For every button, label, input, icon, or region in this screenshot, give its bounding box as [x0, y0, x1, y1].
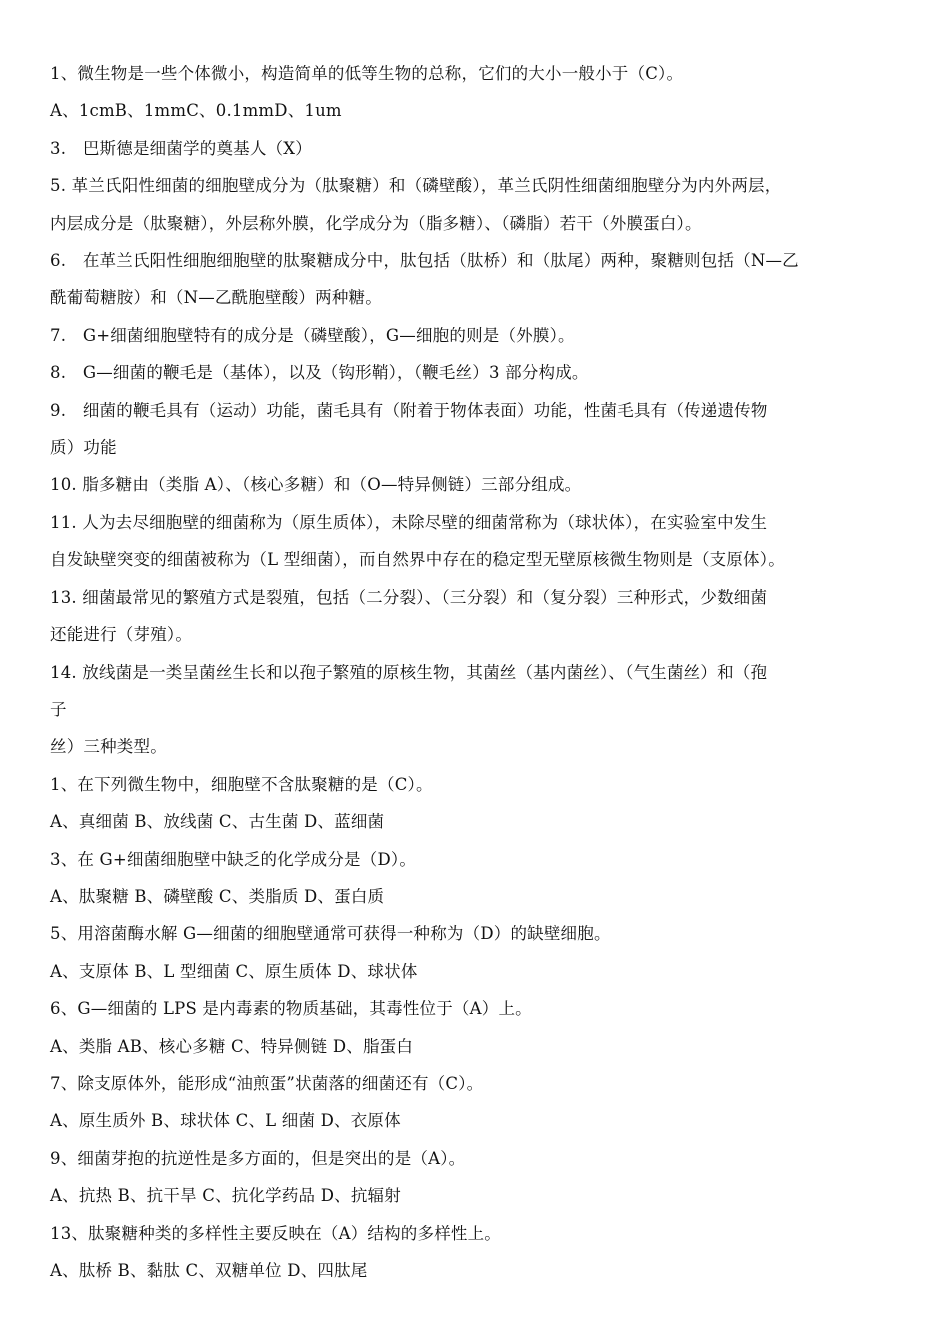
- mcq-6-options: A、类脂 AB、核心多糖 C、特异侧链 D、脂蛋白: [50, 1036, 414, 1056]
- mcq-3-options: A、肽聚糖 B、磷壁酸 C、类脂质 D、蛋白质: [50, 886, 385, 906]
- mcq-1-question: 1、在下列微生物中，细胞壁不含肽聚糖的是（C）。: [50, 774, 433, 794]
- mcq-1-options: A、真细菌 B、放线菌 C、古生菌 D、蓝细菌: [50, 812, 385, 832]
- question-3-line: 3. 巴斯德是细菌学的奠基人（X）: [50, 138, 312, 158]
- mcq-3-question: 3、在 G+细菌细胞壁中缺乏的化学成分是（D）。: [50, 849, 417, 869]
- mcq-5-options: A、支原体 B、L 型细菌 C、原生质体 D、球状体: [50, 961, 418, 981]
- question-14-line-2: 子: [50, 699, 67, 719]
- mcq-7-question: 7、除支原体外，能形成“油煎蛋”状菌落的细菌还有（C）。: [50, 1073, 484, 1093]
- mcq-7-options: A、原生质外 B、球状体 C、L 细菌 D、衣原体: [50, 1111, 401, 1131]
- mcq-13-question: 13、肽聚糖种类的多样性主要反映在（A）结构的多样性上。: [50, 1223, 502, 1243]
- question-5-line-2: 内层成分是（肽聚糖），外层称外膜，化学成分为（脂多糖）、（磷脂）若干（外膜蛋白）。: [50, 213, 702, 233]
- mcq-13-options: A、肽桥 B、黏肽 C、双糖单位 D、四肽尾: [50, 1261, 368, 1280]
- question-1-options: A、1cmB、1mmC、0.1mmD、1um: [50, 101, 342, 121]
- question-14-line-3: 丝）三种类型。: [50, 737, 167, 757]
- question-11-line-2: 自发缺壁突变的细菌被称为（L 型细菌），而自然界中存在的稳定型无壁原核微生物则是（支原体）。: [50, 550, 785, 570]
- question-13-line-1: 13. 细菌最常见的繁殖方式是裂殖，包括（二分裂）、（三分裂）和（复分裂）三种形式，少数细菌: [50, 587, 768, 607]
- question-6-line-1: 6. 在革兰氏阳性细胞细胞壁的肽聚糖成分中，肽包括（肽桥）和（肽尾）两种，聚糖则包括（N—乙: [50, 251, 799, 271]
- question-1-line: 1、微生物是一些个体微小，构造简单的低等生物的总称，它们的大小一般小于（C）。: [50, 64, 684, 83]
- question-9-line-2: 质）功能: [50, 438, 117, 458]
- question-13-line-2: 还能进行（芽殖）。: [50, 625, 193, 645]
- question-14-line-1: 14. 放线菌是一类呈菌丝生长和以孢子繁殖的原核生物，其菌丝（基内菌丝）、（气生菌丝）和（孢: [50, 662, 768, 682]
- mcq-9-options: A、抗热 B、抗干旱 C、抗化学药品 D、抗辐射: [50, 1186, 401, 1206]
- mcq-6-question: 6、G—细菌的 LPS 是内毒素的物质基础，其毒性位于（A）上。: [50, 999, 532, 1019]
- question-8-line: 8. G—细菌的鞭毛是（基体），以及（钩形鞘），（鞭毛丝）3 部分构成。: [50, 363, 589, 383]
- question-7-line: 7. G+细菌细胞壁特有的成分是（磷壁酸），G—细胞的则是（外膜）。: [50, 325, 575, 345]
- question-9-line-1: 9. 细菌的鞭毛具有（运动）功能，菌毛具有（附着于物体表面）功能，性菌毛具有（传递遗传物: [50, 400, 768, 420]
- question-6-line-2: 酰葡萄糖胺）和（N—乙酰胞壁酸）两种糖。: [50, 288, 382, 308]
- question-11-line-1: 11. 人为去尽细胞壁的细菌称为（原生质体），未除尽壁的细菌常称为（球状体），在实验室中发生: [50, 512, 768, 532]
- mcq-9-question: 9、细菌芽抱的抗逆性是多方面的，但是突出的是（A）。: [50, 1148, 466, 1168]
- question-10-line: 10. 脂多糖由（类脂 A）、（核心多糖）和（O—特异侧链）三部分组成。: [50, 475, 582, 495]
- document-page: [50, 55, 905, 1289]
- question-5-line-1: 5. 革兰氏阳性细菌的细胞壁成分为（肽聚糖）和（磷壁酸），革兰氏阴性细菌细胞壁分为内外两层，: [50, 176, 782, 196]
- mcq-5-question: 5、用溶菌酶水解 G—细菌的细胞壁通常可获得一种称为（D）的缺壁细胞。: [50, 924, 611, 944]
